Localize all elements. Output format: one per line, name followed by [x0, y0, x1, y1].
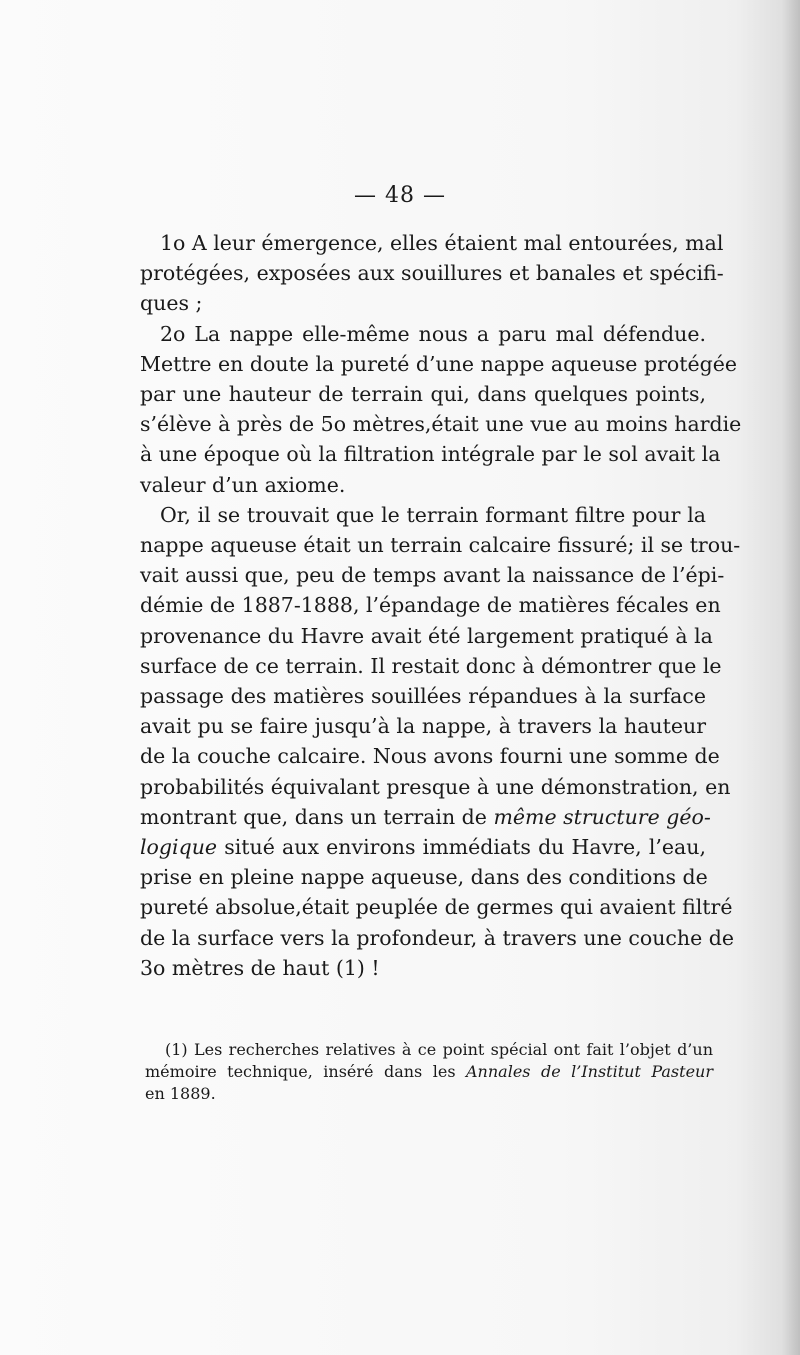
text-line: passage des matières souillées répandues à la surface — [140, 684, 706, 709]
text-segment: montrant que, dans un terrain de — [140, 804, 494, 829]
text-segment: situé aux environs immédiats du Havre, l’eau, — [217, 835, 706, 860]
text-line: vait aussi que, peu de temps avant la naissance de l’épi- — [140, 563, 725, 588]
text-line: 2o La nappe elle-même nous a paru mal défendue. — [160, 321, 706, 346]
footnote-line: (1) Les recherches relatives à ce point spécial ont fait l’objet d’un — [165, 1040, 713, 1059]
text-line: pureté absolue,était peuplée de germes qui avaient filtré — [140, 895, 733, 920]
text-line: valeur d’un axiome. — [140, 472, 346, 497]
text-line: démie de 1887-1888, l’épandage de matières fécales en — [140, 593, 721, 618]
page-number-header: — 48 — — [354, 183, 446, 208]
footnote-line: en 1889. — [145, 1084, 216, 1103]
text-line: à une époque où la filtration intégrale par le sol avait la — [140, 442, 721, 467]
footnote-line — [145, 1061, 713, 1083]
text-line: probabilités équivalant presque à une démonstration, en — [140, 774, 731, 799]
text-line: Mettre en doute la pureté d’une nappe aqueuse protégée — [140, 351, 737, 376]
text-line: surface de ce terrain. Il restait donc à démontrer que le — [140, 653, 722, 678]
text-line: prise en pleine nappe aqueuse, dans des conditions de — [140, 865, 708, 890]
text-line: provenance du Havre avait été largement pratiqué à la — [140, 623, 713, 648]
body-text — [140, 228, 742, 983]
text-line: 1o A leur émergence, elles étaient mal entourées, mal — [160, 231, 724, 255]
footnote — [145, 1039, 713, 1105]
text-line: Or, il se trouvait que le terrain formant filtre pour la — [160, 502, 706, 527]
text-line — [140, 832, 706, 862]
text-line: de la surface vers la profondeur, à travers une couche de — [140, 925, 735, 950]
text-line: nappe aqueuse était un terrain calcaire fissuré; il se trou- — [140, 533, 741, 558]
text-line: par une hauteur de terrain qui, dans quelques points, — [140, 382, 706, 407]
text-line: de la couche calcaire. Nous avons fourni une somme de — [140, 744, 720, 769]
text-line: s’élève à près de 5o mètres,était une vue au moins hardie — [140, 412, 742, 437]
text-line: avait pu se faire jusqu’à la nappe, à travers la hauteur — [140, 714, 706, 739]
text-line — [140, 802, 711, 832]
text-line: protégées, exposées aux souillures et banales et spécifi- — [140, 261, 724, 286]
italic-journal-title: Annales de l’Institut Pasteur — [466, 1062, 713, 1081]
italic-term: logique — [140, 835, 218, 860]
italic-term: même structure géo- — [493, 804, 711, 829]
text-line: ques ; — [140, 291, 203, 316]
text-segment: mémoire technique, inséré dans les — [145, 1062, 466, 1081]
text-line: 3o mètres de haut (1) ! — [140, 955, 380, 980]
